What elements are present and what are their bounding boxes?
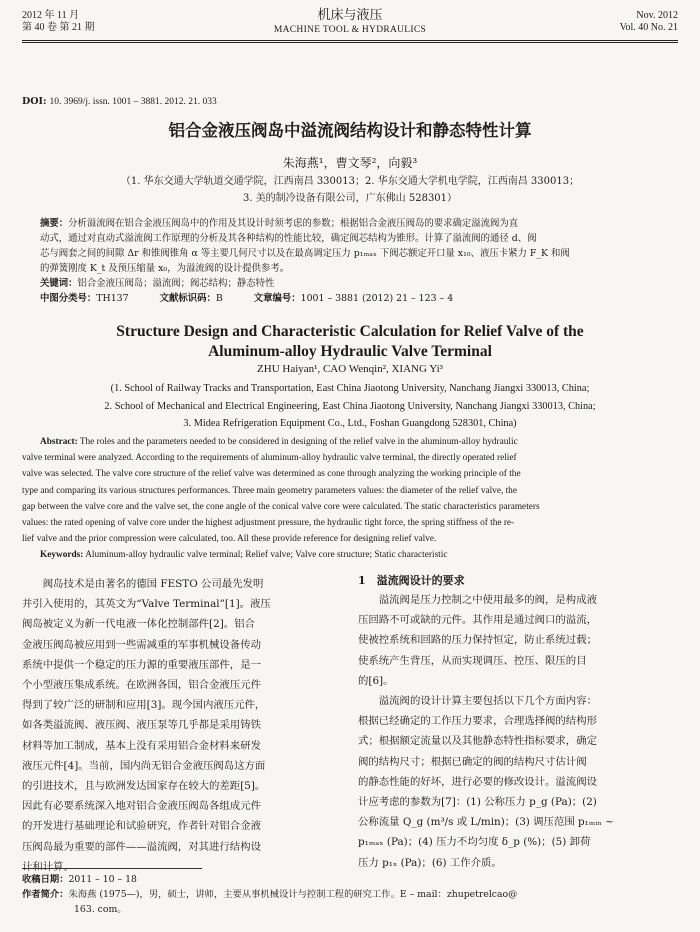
journal-header bbox=[0, 8, 700, 36]
abstract-cn: 摘要：分析溢流阀在铝合金液压阀岛中的作用及其设计时须考虑的参数；根据铝合金液压阀岛的要求确定溢流阀为直 动式，通过对直动式溢流阀工作原理的分析及其各种结构的性能比较，确定阀芯结构为锥形。计算了溢流阀的通径 d、阀 芯与阀套之间的间隙 Δr 和锥阀锥角 α 等主要几何尺寸以及在最高调定压力 p₁ₘₐₓ 下阀芯额定开口量 x₁₀、液压卡紧力 F_K 和阀 的弹簧刚度 K_t 及预压缩量 x₀，为溢流阀的设计提供参考。 关键词：铝合金液压阀岛；溢流阀；阀芯结构；静态特性 中图分类号：TH137 文献标识码：B 文章编号：1001 – 3881 (2012) 21 – 123 – 4 bbox=[40, 216, 660, 306]
authors-en: ZHU Haiyan¹, CAO Wenqin², XIANG Yi³ bbox=[257, 363, 443, 375]
authors-cn: 朱海燕¹，曹文琴²，向毅³ bbox=[282, 156, 418, 170]
author-bio: 作者简介：朱海燕 (1975—)，男，硕士，讲师，主要从事机械设计与控制工程的研究工作。E – mail：zhupetrelcao@ bbox=[22, 889, 518, 900]
section-heading-1: 1 溢流阀设计的要求 bbox=[358, 574, 465, 587]
footnote: 收稿日期：2011 – 10 – 18 作者简介：朱海燕 (1975—)，男，硕士，讲师，主要从事机械设计与控制工程的研究工作。E – mail：zhupetrelcao@ 163. com。 bbox=[22, 872, 678, 917]
footnote-rule bbox=[22, 868, 202, 869]
classification: 中图分类号：TH137 文献标识码：B 文章编号：1001 – 3881 (2012) 21 – 123 – 4 bbox=[40, 293, 454, 304]
header-rule-2 bbox=[22, 42, 678, 43]
affiliations-en: (1. School of Railway Tracks and Transportation, East China Jiaotong University, Nanchang Jiangxi 330013, China; 2. School of Mechanical and Electrical Engineering, East China Jiaotong University, Nanchang Jiangxi 330013, China; 3. Midea Refrigeration Equipment Co., Ltd., Foshan Guangdong 528301, China) bbox=[104, 383, 596, 429]
header-right bbox=[620, 10, 678, 34]
body-right-column: 溢流阀是压力控制之中使用最多的阀，是构成液 压回路不可或缺的元件。其作用是通过阀口的溢流， 使被控系统和回路的压力保持恒定，防止系统过载； 使系统产生背压，从而实现调压、控压、限压的目 的[6]。 溢流阀的设计计算主要包括以下几个方面内容： 根据已经确定的工作压力要求，合理选择阀的结构形 式；根据额定流量以及其他静态特性指标要求，确定 阀的结构尺寸；根据已确定的阀的结构尺寸估计阀 的静态性能的好坏，进行必要的修改设计。溢流阀设 计应考虑的参数为[7]：(1) 公称压力 p_g (Pa)；(2) 公称流量 Q_g (m³/s 或 L/min)；(3) 调压范围 p₁ₘᵢₙ ~ p₁ₘₐₓ (Pa)；(4) 压力不均匀度 δ_p (%)；(5) 卸荷 压力 p₁ₓ (Pa)；(6) 工作介质。 bbox=[358, 594, 614, 869]
journal-title-cn: 机床与液压 bbox=[317, 8, 383, 23]
title-en: Structure Design and Characteristic Calculation for Relief Valve of the Aluminum-alloy Hydraulic Valve Terminal bbox=[116, 323, 584, 360]
issue-volume: 第 40 卷 第 21 期 bbox=[22, 22, 95, 33]
body-left-column: 阀岛技术是由著名的德国 FESTO 公司最先发明 并引入使用的，其英文为“Valve Terminal”[1]。液压 阀岛被定义为新一代电液一体化控制部件[2]。铝合 金液压阀岛被应用到一些需减重的军事机械设备传动 系统中提供一个稳定的压力源的重要液压部件，是一 个小型液压集成系统。在欧洲各国，铝合金液压元件 得到了较广泛的研制和应用[3]。现今国内液压元件， 如各类溢流阀、液压阀、液压泵等几乎都是采用铸铁 材料等加工制成，基本上没有采用铝合金材料来研发 液压元件[4]。当前，国内尚无铝合金液压阀岛这方面 的引进技术，且与欧洲发达国家存在较大的差距[5]。 因此有必要系统深入地对铝合金液压阀岛各组成元件 的开发进行基础理论和试验研究，作者针对铝合金液 压阀岛最为重要的部件——溢流阀，对其进行结构设 计和计算。 bbox=[22, 578, 271, 873]
title-cn: 铝合金液压阀岛中溢流阀结构设计和静态特性计算 bbox=[168, 121, 532, 140]
issue-date-en: Nov. 2012 bbox=[636, 10, 678, 21]
doi: DOI: 10. 3969/j. issn. 1001 – 3881. 2012. 21. 033 bbox=[22, 96, 217, 107]
journal-title-en: MACHINE TOOL & HYDRAULICS bbox=[273, 25, 427, 35]
keywords-cn: 关键词：铝合金液压阀岛；溢流阀；阀芯结构；静态特性 bbox=[40, 278, 275, 289]
keywords-en: Keywords: Aluminum-alloy hydraulic valve terminal; Relief valve; Valve core structure; Static characteristic bbox=[40, 550, 448, 561]
abstract-en: Abstract: The roles and the parameters needed to be considered in designing of the relief valve in the aluminum-alloy hydraulic valve terminal were analyzed. According to the requirements of aluminum-alloy hydraulic valve terminal, the directly operated relief valve was selected. The valve core structure of the relief valve was determined as cone through analyzing the working principle of the type and comparing its various structures performances. Three main geometry parameters values: the diameter of the relief valve, the gap between the valve core and the valve set, the cone angle of the conical valve core were calculated. The static characteristics parameters values: the rated opening of valve core under the highest adjustment pressure, the hydraulic tight force, the spring stiffness of the re- lief valve and the prior compression were calculated, too. All these provide reference for designing relief valve. Keywords: Aluminum-alloy hydraulic valve terminal; Relief valve; Valve core structure; Static characteristic bbox=[22, 434, 678, 564]
received-date: 收稿日期：2011 – 10 – 18 bbox=[22, 874, 137, 885]
issue-date: 2012 年 11 月 bbox=[22, 10, 80, 21]
affiliations-cn: （1. 华东交通大学轨道交通学院，江西南昌 330013；2. 华东交通大学机电学院，江西南昌 330013； 3. 美的制冷设备有限公司，广东佛山 528301） bbox=[120, 176, 580, 204]
header-rule bbox=[22, 40, 678, 41]
issue-volume-en: Vol. 40 No. 21 bbox=[619, 22, 678, 33]
